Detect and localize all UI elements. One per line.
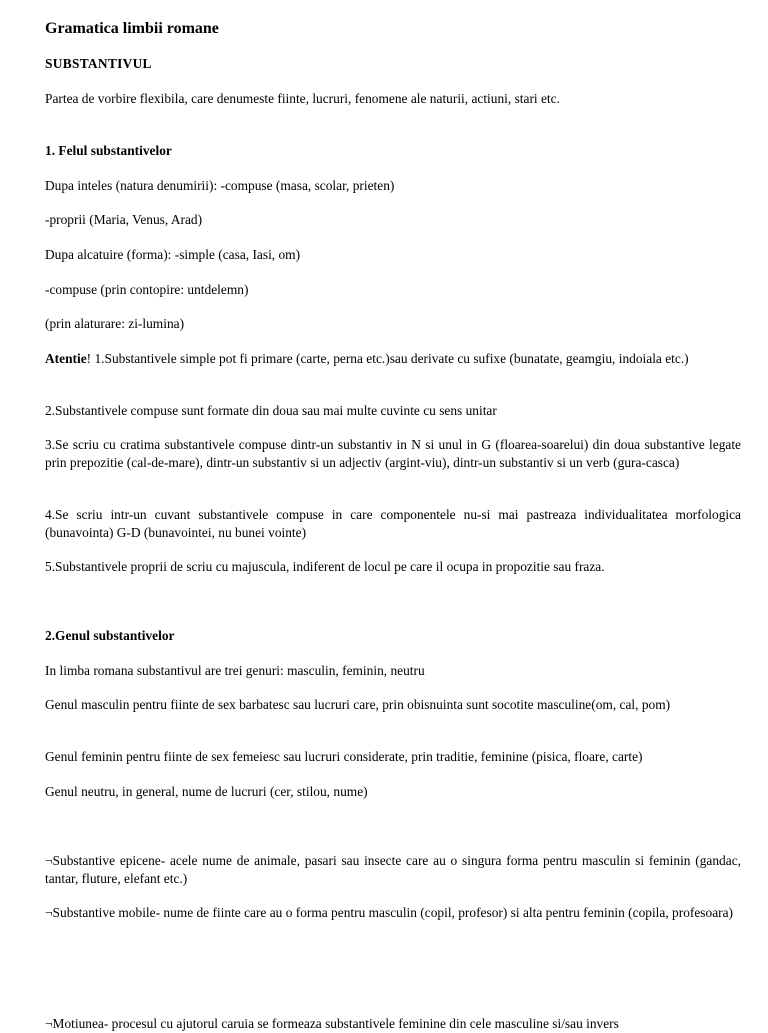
atentie-paragraph <box>45 350 741 368</box>
paragraph: 5.Substantivele proprii de scriu cu majuscula, indiferent de locul pe care il ocupa in propozitie sau fraza. <box>45 559 605 574</box>
document-title: Gramatica limbii romane <box>45 20 219 37</box>
paragraph: ¬Substantive mobile- nume de fiinte care au o forma pentru masculin (copil, profesor) si alta pentru feminin (copila, profesoara) <box>45 905 734 920</box>
paragraph: Genul neutru, in general, nume de lucruri (cer, stilou, nume) <box>45 784 368 799</box>
paragraph: ¬Motiunea- procesul cu ajutorul caruia se formeaza substantivele feminine din cele masculine si/sau invers <box>45 1016 619 1031</box>
atentie-text: ! 1.Substantivele simple pot fi primare (carte, perna etc.)sau derivate cu sufixe (bunatate, geamgiu, indoiala etc.) <box>86 351 689 366</box>
paragraph: Genul feminin pentru fiinte de sex femeiesc sau lucruri considerate, prin traditie, feminine (pisica, floare, carte) <box>45 749 643 764</box>
paragraph: In limba romana substantivul are trei genuri: masculin, feminin, neutru <box>45 663 425 678</box>
paragraph: 2.Substantivele compuse sunt formate din doua sau mai multe cuvinte cu sens unitar <box>45 403 497 418</box>
paragraph: Dupa alcatuire (forma): -simple (casa, Iasi, om) <box>45 247 301 262</box>
paragraph: (prin alaturare: zi-lumina) <box>45 316 185 331</box>
definition-paragraph: Partea de vorbire flexibila, care denumeste fiinte, lucruri, fenomene ale naturii, actiuni, stari etc. <box>45 91 560 106</box>
paragraph: -proprii (Maria, Venus, Arad) <box>45 212 203 227</box>
paragraph: Dupa inteles (natura denumirii): -compuse (masa, scolar, prieten) <box>45 178 395 193</box>
paragraph: -compuse (prin contopire: untdelemn) <box>45 282 249 297</box>
section-2-title: 2.Genul substantivelor <box>45 628 175 643</box>
paragraph: 4.Se scriu intr-un cuvant substantivele compuse in care componentele nu-si mai pastreaza individualitatea morfologica (bunavointa) G-D (bunavointei, nu bunei vointe) <box>45 507 741 540</box>
paragraph: ¬Substantive epicene- acele nume de animale, pasari sau insecte care au o singura forma pentru masculin si feminin (gandac, tantar, fluture, elefant etc.) <box>45 853 741 886</box>
paragraph: 3.Se scriu cu cratima substantivele compuse dintr-un substantiv in N si unul in G (floarea-soarelui) din doua substantive legate prin prepozitie (cal-de-mare), dintr-un substantiv si un adjectiv (argint-viu), dintr-un substantiv si un verb (gura-casca) <box>45 437 741 470</box>
atentie-label: Atentie <box>45 351 87 366</box>
section-1-title: 1. Felul substantivelor <box>45 143 172 158</box>
section-heading: SUBSTANTIVUL <box>45 56 152 71</box>
paragraph: Genul masculin pentru fiinte de sex barbatesc sau lucruri care, prin obisnuinta sunt socotite masculine(om, cal, pom) <box>45 697 671 712</box>
